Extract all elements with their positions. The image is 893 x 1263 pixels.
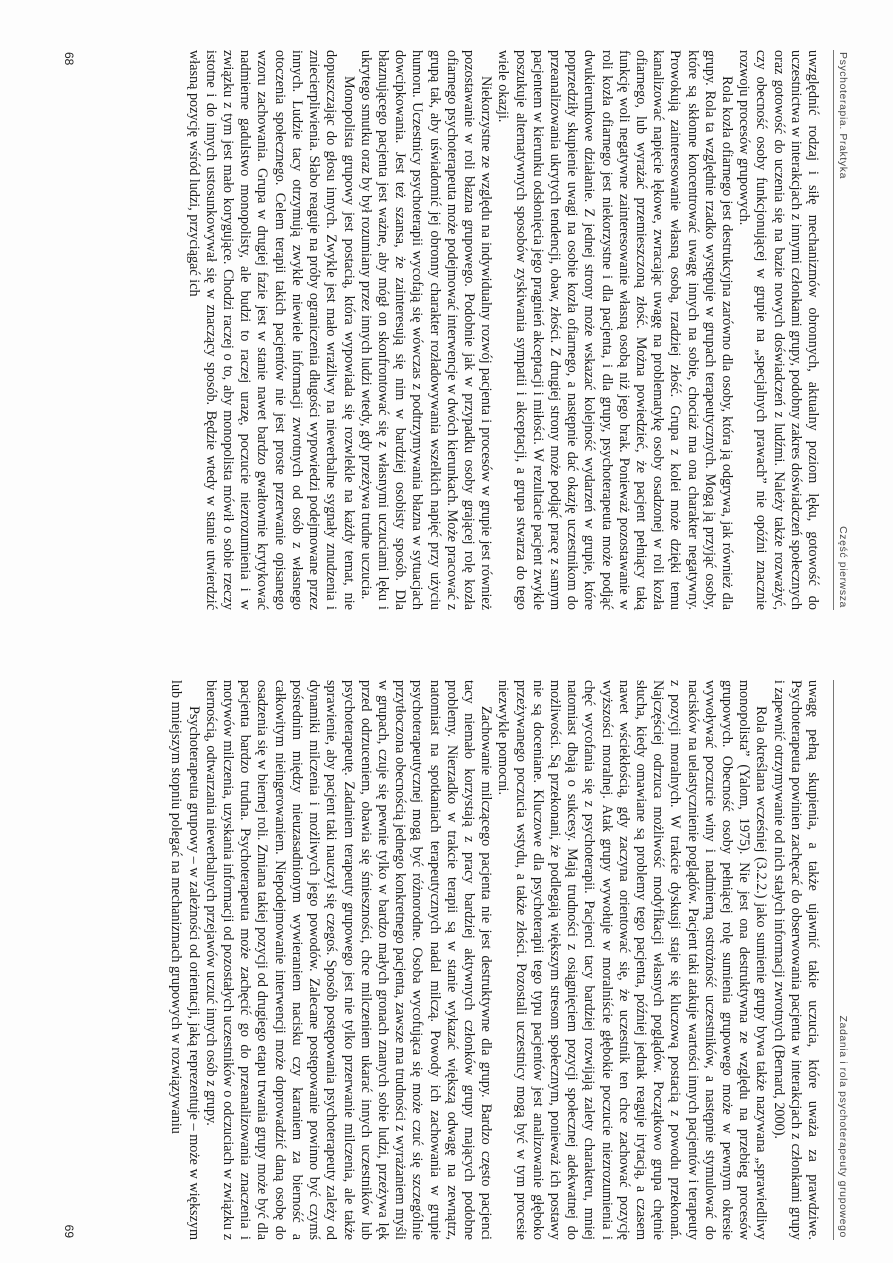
book-page-68 (62, 50, 850, 610)
running-head-title: Psychoterapia. Praktyka (837, 52, 849, 180)
paragraph: Rola określana wcześniej (3.2.2.) jako sumienie grupy bywa także nazywana „sprawiedliwy monopolista” (Yalom, 1975). Nie jest ona destruktywna ze względu na przebieg procesów grupowych. Obecność osoby pełniącej rolę sumienia grupowego może w pewnym okresie wywoływać poczucie winy i nadmierną ostrożność uczestników, a następnie stymulować do nacisków na uelastycznienie poglądów. Pacjent taki atakuje wartości innych pacjentów i terapeuty z pozycji moralnych. W trakcie dyskusji staje się kluczową postacią z powodu przekonań. Najczęściej odrzuca możliwość modyfikacji własnych poglądów. Początkowo grupa chętnie słucha, kiedy omawiane są problemy tego pacjenta, później jednak reaguje irytacją, a czasem nawet wściekłością, gdy zaczyna orientować się, że uczestnik ten chce zachować pozycję wyższości moralnej. Atak grupy wywołuje w moralniście głębokie poczucie niezrozumienia i chęć wycofania się z psychoterapii. Pacjenci tacy bardziej rozwijają zalety charakteru, mniej natomiast dbają o sukcesy. Mają trudności z osiągnięciem pozycji społecznej adekwatnej do możliwości. Są przekonani, że podlegają większym stresom społecznym, ponieważ ich postawy nie są doceniane. Kluczowe dla psychoterapii tego typu pacjentów jest analizowanie głęboko przeżywanego poczucia wstydu, a także złości. Pozostali uczestnicy mogą być w tym procesie niezwykle pomocni. (495, 680, 770, 1240)
paragraph: uwzględnić rodzaj i siłę mechanizmów obronnych, aktualny poziom lęku, gotowość do uczestnictwa w interakcjach z innymi członkami grupy, podobny zakres doświadczeń społecznych oraz gotowość do uczenia się na bazie nowych doświadczeń z ludźmi. Należy także rozważyć, czy obecność osoby funkcjonującej w grupie na „specjalnych prawach” nie opóźni znacznie rozwoju procesów grupowych. (736, 50, 821, 610)
paragraph: Zachowanie milczącego pacjenta nie jest destruktywne dla grupy. Bardzo często pacjenci tacy niemało korzystają z pracy bardziej aktywnych członków grupy mających podobne problemy. Nierzadko w trakcie terapii są w stanie wykazać większą odwagę na zewnątrz, natomiast na spotkaniach terapeutycznych nadal milczą. Powody ich zachowania w grupie psychoterapeutycznej mogą być różnorodne. Osoba wycofująca się może czuć się szczególnie przytłoczona obecnością jednego konkretnego pacjenta, zawsze ma trudności z wyrażaniem myśli w grupach, czuje się pewnie tylko w bardzo małych gronach znanych sobie ludzi, przeżywa lęk przed odrzuceniem, obawia się śmieszności, chce milczeniem ukarać innych uczestników lub psychoterapeutę. Zadaniem terapeuty grupowego jest nie tylko przerwanie milczenia, ale także sprawienie, aby pacjent taki nauczył się czegoś. Sposób postępowania psychoterapeuty zależy od dynamiki milczenia i możliwych jego powodów. Zalecane postępowanie powinno być czymś pośrednim między nieuzasadnionym wywieraniem nacisku czy karaniem za bierność a całkowitym nieingerowaniem. Niepodejmowanie interwencji może doprowadzić daną osobę do osadzenia się w biernej roli. Zmiana takiej pozycji od drugiego etapu trwania grupy może być dla pacjenta bardzo trudna. Psychoterapeuta może zachęcić go do przeanalizowania znaczenia i motywów milczenia, uzyskania informacji od pozostałych uczestników o odczuciach w związku z biernością, odtwarzania niewerbalnych przejawów uczuć innych osób z grupy. (202, 680, 495, 1240)
paragraph: uwagę pełną skupienia, a także ujawnić takie uczucia, które uważa za prawdziwe. Psychoterapeuta powinien zachęcać do obserwowania pacjenta w interakcjach z członkami grupy i zapewnić otrzymywanie od nich stałych informacji zwrotnych (Bernard, 2000). (770, 680, 821, 1240)
book-page-69 (62, 680, 850, 1240)
running-head (833, 680, 850, 1240)
page-number: 68 (62, 52, 76, 66)
running-head-part: Część pierwsza (837, 526, 849, 608)
paragraph: Niekorzystne ze względu na indywidualny rozwój pacjenta i procesów w grupie jest również pozostawanie w roli błazna grupowego. Podobnie jak w przypadku osoby grającej rolę kozła ofiarnego psychoterapeuta może podejmować interwencje w dwóch kierunkach. Może pracować z grupą tak, aby uświadomić jej obronny charakter rozładowywania wszelkich napięć przy użyciu humoru. Uczestnicy psychoterapii wycofają się wówczas z podtrzymywania błazna w sytuacjach dowcipkowania. Jest też szansa, że zainteresują się nim w bardziej osobisty sposób. Dla błaznującego pacjenta jest ważne, aby mógł on skonfrontować się z własnymi uczuciami lęku i ukrytego smutku oraz by był rozumiany przez innych ludzi wtedy, gdy przeżywa trudne uczucia. (357, 50, 495, 610)
running-head-title: Zadania i rola psychoterapeuty grupowego (837, 1015, 849, 1238)
paragraph: Psychoterapeuta grupowy – w zależności od orientacji, jaką reprezentuje – może w większym lub mniejszym stopniu polegać na mechanizmach grupowych w rozwiązywaniu (168, 680, 202, 1240)
page-number: 69 (62, 1224, 76, 1238)
paragraph: Rola kozła ofiarnego jest destrukcyjna zarówno dla osoby, która ją odgrywa, jak również dla grupy. Rola ta względnie rzadko występuje w grupach terapeutycznych. Mogą ją przyjąć osoby, które są skłonne koncentrować uwagę innych na sobie, chociaż ma ona charakter negatywny. Prowokują zainteresowanie własną osobą, rzadziej złość. Grupa z kolei może dzięki temu kanalizować napięcie lękowe, zwracając uwagę na problematykę osoby osadzonej w roli kozła ofiarnego, lub wyrażać przemieszczoną złość. Można powiedzieć, że pacjent pełniący taką funkcję woli negatywne zainteresowanie własną osobą niż jego brak. Ponieważ pozostawanie w roli kozła ofiarnego jest niekorzystne i dla pacjenta, i dla grupy, psychoterapeuta może podjąć dwukierunkowe działanie. Z jednej strony może wskazać kolejność wydarzeń w grupie, które poprzedziły skupienie uwagi na osobie kozła ofiarnego, a następnie dać okazję uczestnikom do przeanalizowania ukrytych tendencji, obaw, złości. Z drugiej strony może podjąć pracę z samym pacjentem w kierunku odsłonięcia jego pragnień akceptacji i miłości. W rezultacie pacjent zwykle poszukuje alternatywnych sposobów zyskiwania sympatii i akceptacji, a grupa stwarza do tego wiele okazji. (495, 50, 735, 610)
running-head (833, 50, 850, 610)
page-body (184, 50, 821, 610)
paragraph: Monopolista grupowy jest postacią, która wypowiada się rozwlekle na każdy temat, nie dopuszczając do głosu innych. Zwykle jest mało wrażliwy na niewerbalne sygnały znudzenia i zniecierpliwienia. Słabo reaguje na próby ograniczenia długości wypowiedzi podejmowane przez innych. Ludzie tacy otrzymują zwykle niewiele informacji zwrotnych od osób z własnego otoczenia społecznego. Celem terapii takich pacjentów nie jest proste przerwanie opisanego wzoru zachowania. Grupa w drugiej fazie jest w stanie nawet bardzo gwałtownie krytykować nadmierne gadulstwo monopolisty, ale budzi to raczej urazę, poczucie niezrozumienia i w związku z tym jest mało korygujące. Chodzi raczej o to, aby monopolista mówił o sobie rzeczy istotne i do innych ustosunkowywał się w znaczący sposób. Będzie wtedy w stanie utwierdzić własną pozycję wśród ludzi, przyciągać ich (185, 50, 357, 610)
page-body (167, 680, 821, 1240)
